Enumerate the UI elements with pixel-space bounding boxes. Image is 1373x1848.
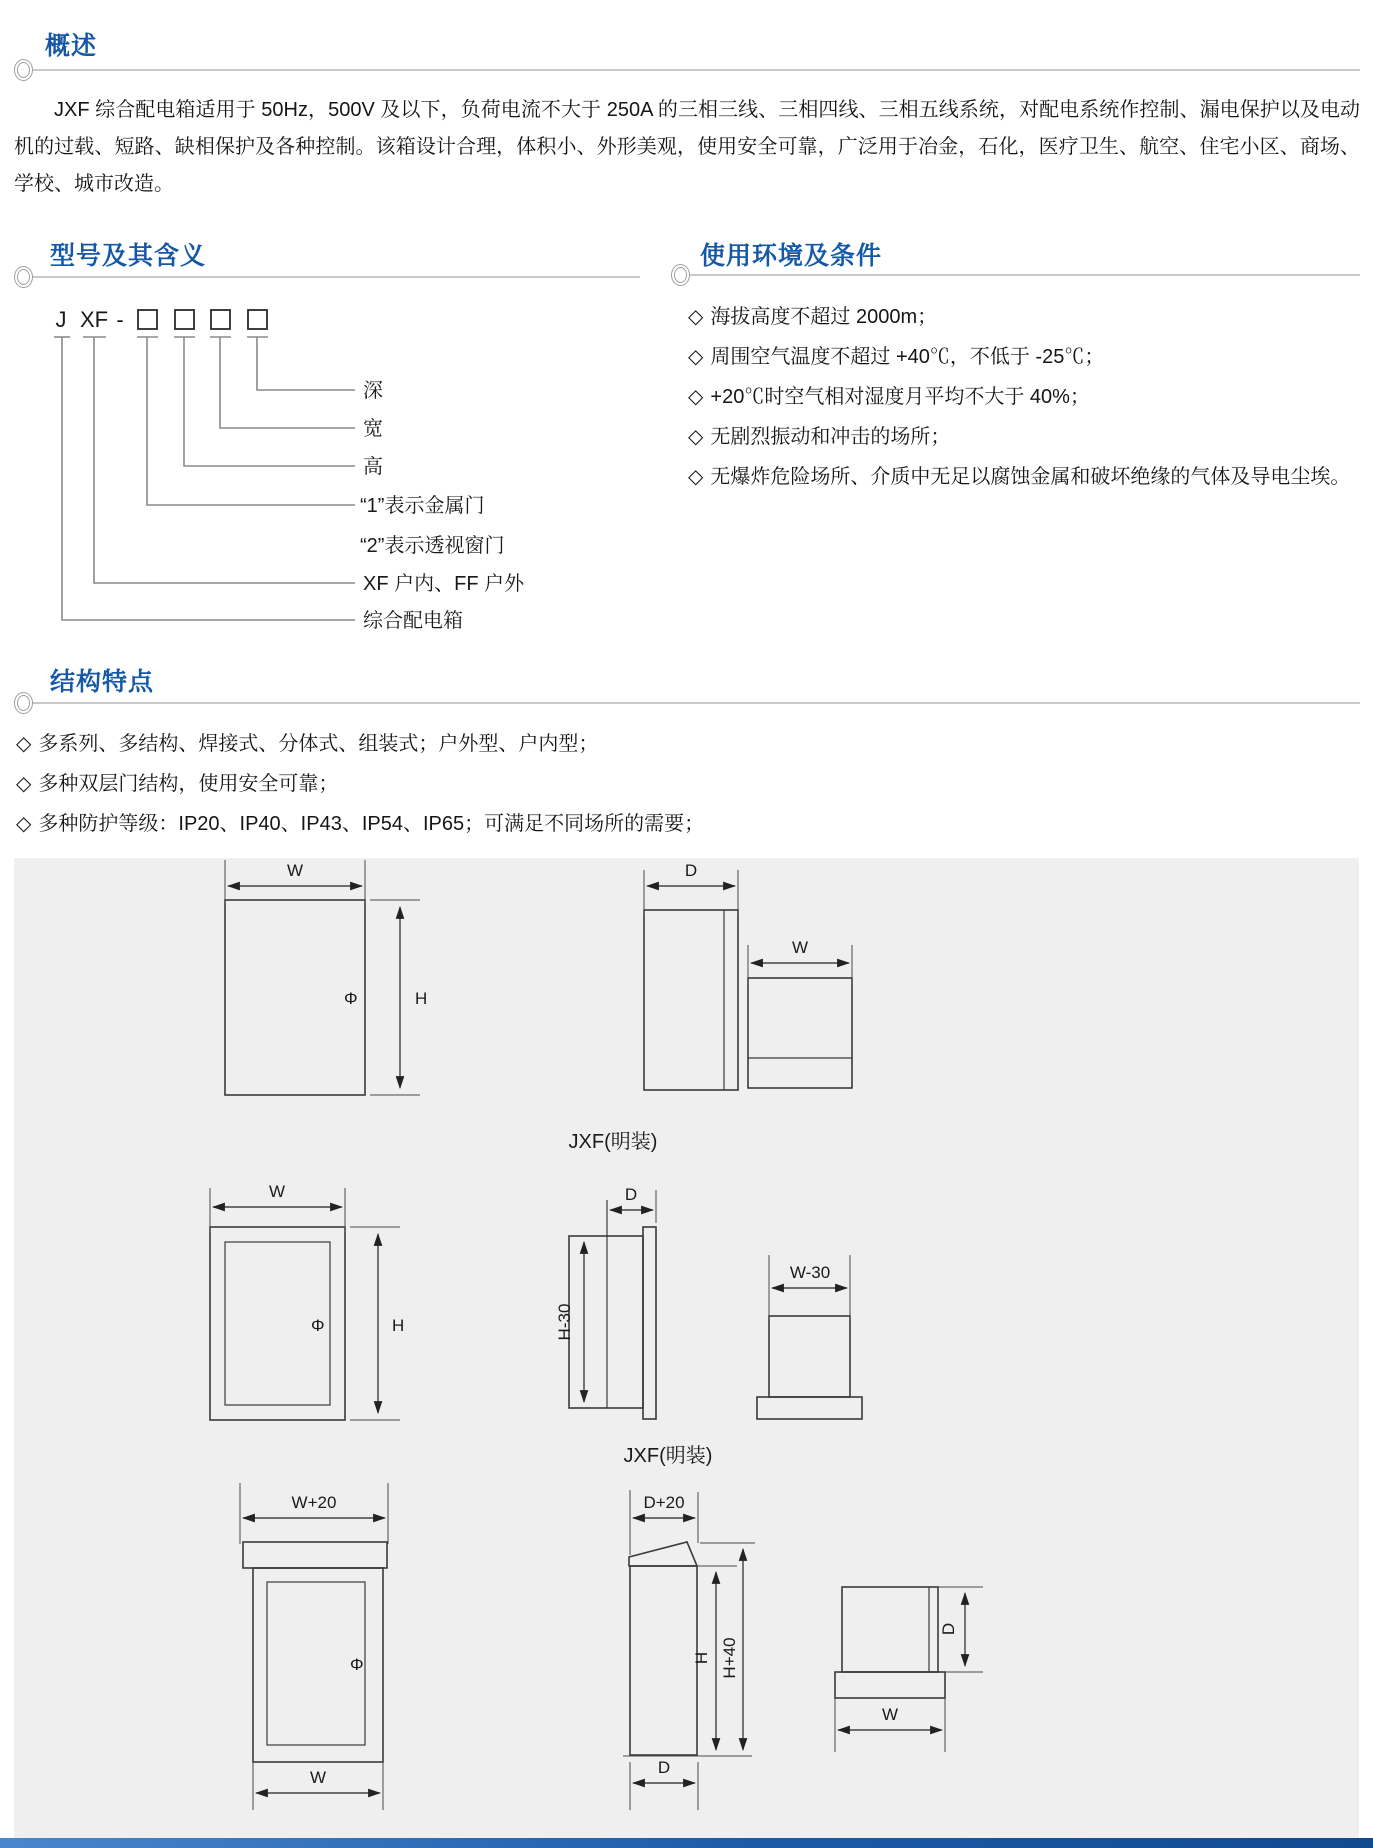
ring-ornament: [14, 266, 33, 288]
ring-ornament: [671, 264, 690, 286]
dim-label: H-30: [555, 1303, 574, 1341]
dim-label: H: [392, 1316, 405, 1335]
section-title-features: 结构特点: [50, 668, 155, 696]
dimension-drawings: [14, 858, 1359, 1838]
list-item-text: +20℃时空气相对湿度月平均不大于 40%；: [710, 386, 1090, 408]
row2-caption: JXF(明装): [623, 1445, 713, 1467]
dim-label: H: [415, 989, 428, 1008]
list-item-text: 多种防护等级：IP20、IP40、IP43、IP54、IP65；可满足不同场所的需要；: [38, 813, 705, 835]
list-item: [16, 764, 1216, 804]
row1-top-box: [748, 978, 852, 1088]
diamond-bullet-icon: ◇: [16, 733, 32, 755]
row2-top-box: [769, 1316, 850, 1397]
list-item: [688, 457, 1363, 497]
diamond-bullet-icon: ◇: [16, 773, 32, 795]
section-title-overview: 概述: [45, 32, 98, 60]
list-item-text: 多种双层门结构，使用安全可靠；: [38, 773, 339, 795]
list-item-text: 无爆炸危险场所、介质中无足以腐蚀金属和破坏绝缘的气体及导电尘埃。: [710, 466, 1351, 488]
row2-side-box: [569, 1236, 643, 1408]
model-label-xf: XF 户内、FF 户外: [363, 573, 525, 595]
divider: [30, 702, 1360, 704]
list-item-text: 周围空气温度不超过 +40℃，不低于 -25℃；: [710, 346, 1105, 368]
dim-label: W: [286, 861, 304, 880]
divider: [30, 69, 1360, 71]
door-handle-label: Φ: [311, 1316, 325, 1335]
model-code-xf: XF: [79, 307, 109, 332]
overview-paragraph: JXF 综合配电箱适用于 50Hz，500V 及以下，负荷电流不大于 250A 的三相三线、三相四线、三相五线系统，对配电系统作控制、漏电保护以及电动机的过载、短路、缺相保护及各种控制。该箱设计合理，体积小、外形美观，使用安全可靠，广泛用于冶金，石化，医疗卫生、航空、住宅小区、商场、学校、城市改造。: [14, 99, 1360, 195]
row2-front-box: [210, 1227, 345, 1420]
dim-label: W: [309, 1768, 327, 1787]
features-list: [16, 724, 1216, 844]
list-item: [16, 724, 1216, 764]
model-label-height: 高: [363, 456, 383, 478]
model-label-width: 宽: [363, 418, 383, 440]
row1-caption: JXF(明装): [568, 1131, 658, 1153]
section-title-environment: 使用环境及条件: [700, 242, 883, 270]
row2-side-flange: [643, 1227, 656, 1419]
model-code-diagram: [40, 300, 600, 650]
list-item-text: 无剧烈振动和冲击的场所；: [710, 426, 951, 448]
model-label-door2: “2”表示透视窗门: [360, 535, 505, 557]
row2-top-base: [757, 1397, 862, 1419]
ring-ornament: [14, 59, 33, 81]
diamond-bullet-icon: ◇: [688, 346, 704, 368]
dim-label: W+20: [291, 1493, 337, 1512]
model-code-box: [138, 310, 157, 329]
diamond-bullet-icon: ◇: [688, 306, 704, 328]
list-item: [688, 417, 1363, 457]
row3-front-cap: [243, 1542, 387, 1568]
dim-label: W: [268, 1182, 286, 1201]
list-item: [688, 377, 1363, 417]
dim-label: D+20: [643, 1493, 685, 1512]
environment-list: [688, 297, 1363, 497]
row3-side-box: [630, 1566, 697, 1755]
model-code-dash: -: [116, 307, 124, 332]
ring-ornament: [14, 692, 33, 714]
diamond-bullet-icon: ◇: [16, 813, 32, 835]
dim-label: D: [624, 1185, 638, 1204]
model-code-j: J: [55, 307, 67, 332]
list-item-text: 多系列、多结构、焊接式、分体式、组装式；户外型、户内型；: [38, 733, 599, 755]
model-label-depth: 深: [363, 380, 383, 402]
section-title-model: 型号及其含义: [50, 242, 207, 270]
list-item-text: 海拔高度不超过 2000m；: [710, 306, 938, 328]
diamond-bullet-icon: ◇: [688, 426, 704, 448]
model-label-door1: “1”表示金属门: [360, 495, 485, 517]
row3-side-cap: [629, 1542, 697, 1566]
door-handle-label: Φ: [344, 989, 358, 1008]
row3-top-base: [835, 1672, 945, 1698]
list-item: [16, 804, 1216, 844]
dim-label: W-30: [789, 1263, 831, 1282]
dim-label: D: [939, 1622, 958, 1636]
list-item: [688, 337, 1363, 377]
dim-label: D: [657, 1758, 671, 1777]
diamond-bullet-icon: ◇: [688, 386, 704, 408]
model-code-box: [175, 310, 194, 329]
dim-label: H: [692, 1651, 711, 1665]
model-code-box: [211, 310, 230, 329]
list-item: [688, 297, 1363, 337]
footer-accent-bar: [0, 1838, 1373, 1848]
dim-label: W: [881, 1705, 899, 1724]
door-handle-label: Φ: [350, 1655, 364, 1674]
dim-label: H+40: [720, 1637, 739, 1679]
divider: [688, 274, 1360, 276]
dim-label: W: [791, 938, 809, 957]
row3-top-box: [842, 1587, 938, 1672]
divider: [30, 276, 640, 278]
diamond-bullet-icon: ◇: [688, 466, 704, 488]
drawings-panel: [14, 858, 1359, 1838]
model-code-box: [248, 310, 267, 329]
model-label-box: 综合配电箱: [363, 610, 463, 632]
dim-label: D: [684, 861, 698, 880]
